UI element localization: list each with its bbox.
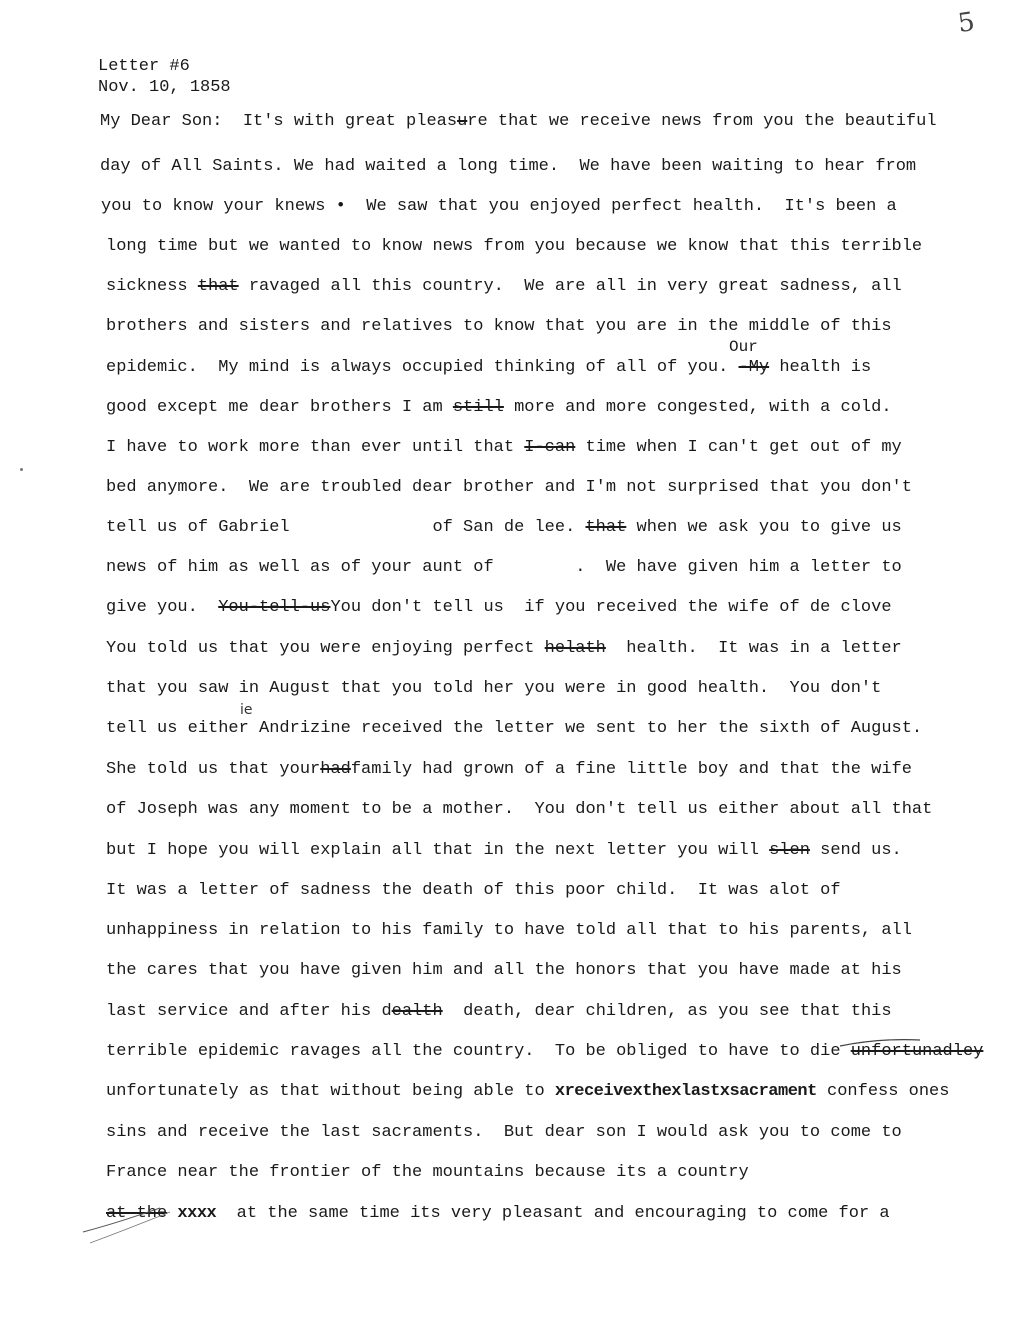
letter-line (106, 760, 912, 779)
inserted-mark-ie: ie (240, 702, 253, 718)
line-text: give you. (106, 598, 219, 617)
struck-text: that (197, 277, 239, 296)
line-text: unhappiness in relation to his family to have told all that to his parents, all (106, 921, 912, 940)
line-text: brothers and sisters and relatives to know that you are in the middle of this (106, 317, 892, 336)
line-text: the cares that you have given him and all the honors that you have made at his (106, 961, 902, 980)
line-text: I have to work more than ever until that (106, 438, 525, 457)
line-text: France near the frontier of the mountains because its a country (106, 1163, 749, 1182)
line-text: news of him as well as of your aunt of . We have given him a letter to (106, 558, 902, 577)
line-text: sickness (106, 277, 198, 296)
letter-line (106, 841, 902, 860)
line-text: death, dear children, as you see that this (442, 1002, 892, 1021)
struck-text: helath (544, 639, 606, 658)
line-text: health is (769, 358, 872, 377)
line-text: sins and receive the last sacraments. But dear son I would ask you to come to (106, 1123, 902, 1142)
line-text: at the same time its very pleasant and encouraging to come for a (216, 1204, 890, 1223)
letter-line (106, 679, 881, 698)
line-text: tell us of Gabriel of San de lee. (106, 518, 586, 537)
line-text: last service and after his d (106, 1002, 392, 1021)
line-text: bed anymore. We are troubled dear brother and I'm not surprised that you don't (106, 478, 912, 497)
line-text: terrible epidemic ravages all the country. To be obliged to have to die (106, 1042, 851, 1061)
line-text: epidemic. My mind is always occupied thinking of all of you. (106, 358, 739, 377)
line-text: unfortunately as that without being able to (106, 1082, 555, 1101)
line-text (167, 1204, 177, 1223)
letter-line (106, 1204, 890, 1223)
line-text: you to know your knews • We saw that you enjoyed perfect health. It's been a (101, 197, 897, 216)
letter-line (106, 1042, 983, 1061)
line-text: You don't tell us if you received the wife of de clove (330, 598, 892, 617)
letter-line (106, 398, 892, 417)
struck-text: u (457, 112, 468, 131)
letter-line (100, 157, 916, 176)
struck-text: that (585, 518, 627, 537)
letter-number: Letter #6 (98, 57, 190, 76)
letter-line (106, 358, 871, 377)
struck-text: -My (738, 358, 770, 377)
letter-line (106, 961, 902, 980)
margin-dot (20, 468, 23, 471)
line-text: ravaged all this country. We are all in very great sadness, all (238, 277, 902, 296)
line-text: She told us that your (106, 760, 321, 779)
letter-line (106, 237, 922, 256)
line-text: send us. (809, 841, 902, 860)
struck-text: had (320, 760, 351, 779)
line-text: re that we receive news from you the beautiful (467, 112, 937, 131)
struck-text: I-can (524, 438, 576, 457)
line-text: family had grown of a fine little boy and that the wife (350, 760, 912, 779)
page-number-mark: 5 (955, 6, 977, 40)
x-ed-out-text: xxxx (177, 1204, 217, 1223)
line-text: but I hope you will explain all that in the next letter you will (106, 841, 770, 860)
struck-text: slen (769, 841, 810, 860)
letter-line (106, 800, 932, 819)
letter-line (106, 1163, 749, 1182)
struck-text: still (452, 398, 504, 417)
line-text: confess ones (816, 1082, 950, 1101)
letter-line (106, 1082, 949, 1101)
line-text: day of All Saints. We had waited a long time. We have been waiting to hear from (100, 157, 917, 176)
letter-line (106, 558, 902, 577)
struck-text: at the (106, 1204, 168, 1223)
letter-line (106, 719, 922, 738)
line-text: of Joseph was any moment to be a mother. You don't tell us either about all that (106, 800, 933, 819)
letter-line (106, 518, 902, 537)
line-text: tell us either Andrizine received the letter we sent to her the sixth of August. (106, 719, 923, 738)
line-text: My Dear Son: It's with great pleas (100, 112, 458, 131)
x-ed-out-text: xreceivexthexlastxsacrament (554, 1082, 817, 1101)
line-text: more and more congested, with a cold. (503, 398, 892, 417)
line-text: It was a letter of sadness the death of this poor child. It was alot of (106, 881, 841, 900)
line-text: health. It was in a letter (605, 639, 902, 658)
letter-line (106, 1123, 902, 1142)
letter-line (106, 277, 902, 296)
letter-line (106, 438, 902, 457)
letter-line (106, 639, 902, 658)
letter-line (106, 598, 892, 617)
letter-line (106, 881, 841, 900)
struck-text: You-tell-us (218, 598, 331, 617)
letter-line (100, 112, 937, 131)
struck-text: ealth (391, 1002, 443, 1021)
letter-line (106, 317, 892, 336)
letter-line (106, 478, 912, 497)
letter-line (106, 1002, 892, 1021)
line-text: time when I can't get out of my (575, 438, 902, 457)
letter-line (106, 921, 912, 940)
line-text: when we ask you to give us (626, 518, 902, 537)
inserted-word-our: Our (729, 338, 758, 356)
line-text: long time but we wanted to know news from you because we know that this terrible (106, 237, 923, 256)
struck-text: unfortunadley (850, 1042, 984, 1061)
line-text: that you saw in August that you told her you were in good health. You don't (106, 679, 882, 698)
letter-line (101, 197, 897, 216)
line-text: good except me dear brothers I am (106, 398, 453, 417)
line-text: You told us that you were enjoying perfect (106, 639, 545, 658)
letter-date: Nov. 10, 1858 (98, 78, 231, 97)
